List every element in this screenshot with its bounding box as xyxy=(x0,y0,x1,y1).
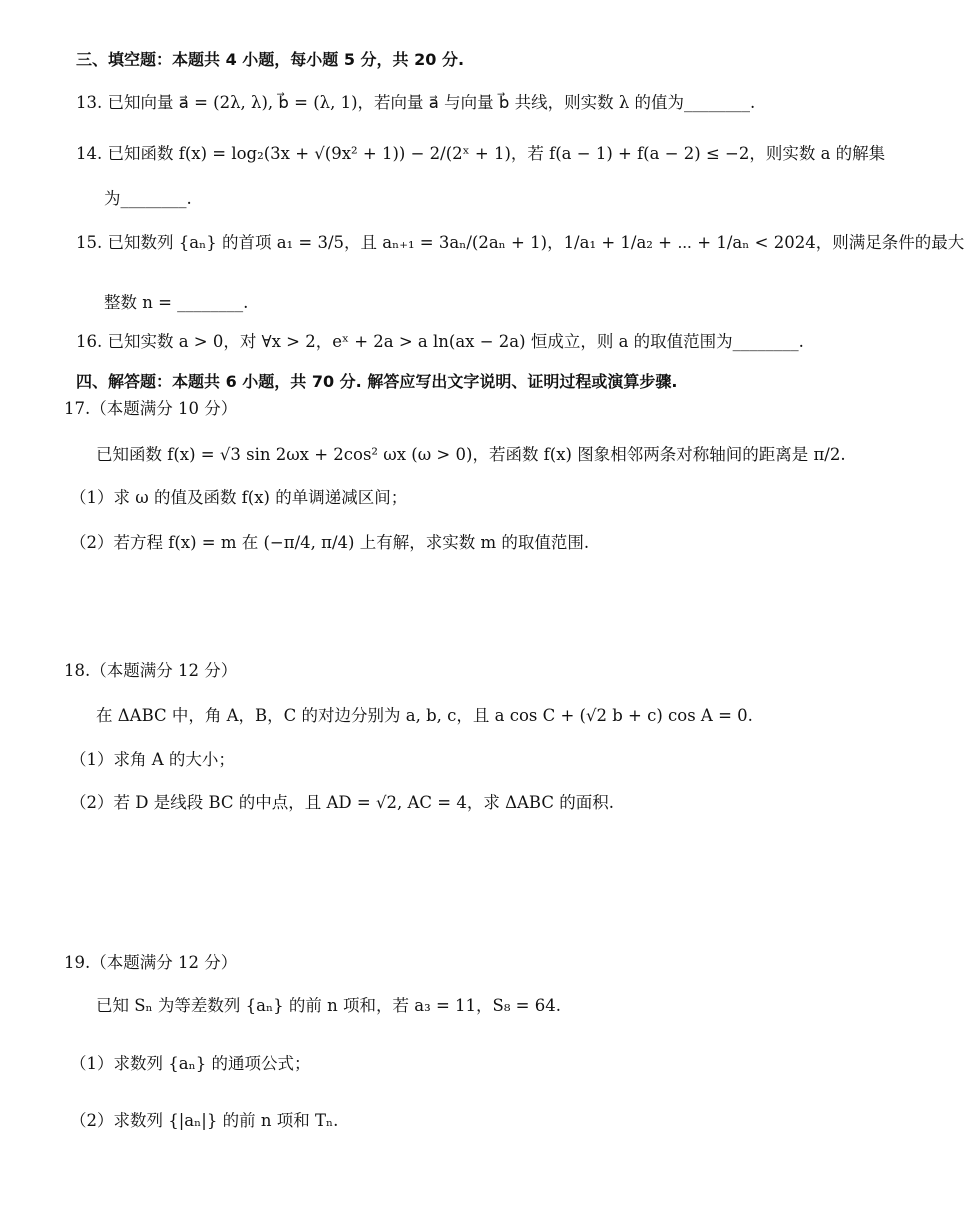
question-19-part2: （2）求数列 {|aₙ|} 的前 n 项和 Tₙ. xyxy=(70,1111,339,1130)
question-15-line2: 整数 n = ________. xyxy=(104,293,249,312)
question-14-line2: 为________. xyxy=(104,189,192,208)
question-16: 16. 已知实数 a > 0，对 ∀x > 2，eˣ + 2a > a ln(ax − 2a) 恒成立，则 a 的取值范围为________. xyxy=(76,332,804,351)
section3-heading: 三、填空题：本题共 4 小题，每小题 5 分，共 20 分. xyxy=(76,50,465,69)
question-14-line1: 14. 已知函数 f(x) = log₂(3x + √(9x² + 1)) − 2/(2ˣ + 1)，若 f(a − 1) + f(a − 2) ≤ −2，则实数 a 的解集 xyxy=(76,144,886,163)
question-18-stem: 在 ΔABC 中，角 A，B，C 的对边分别为 a, b, c，且 a cos C + (√2 b + c) cos A = 0. xyxy=(96,706,753,725)
question-17-part1: （1）求 ω 的值及函数 f(x) 的单调递减区间； xyxy=(70,488,408,507)
question-17-part2: （2）若方程 f(x) = m 在 (−π/4, π/4) 上有解，求实数 m 的取值范围. xyxy=(70,533,590,552)
question-15-line1: 15. 已知数列 {aₙ} 的首项 a₁ = 3/5，且 aₙ₊₁ = 3aₙ/(2aₙ + 1)，1/a₁ + 1/a₂ + ⋯ + 1/aₙ < 2024，则满足条件的最大 xyxy=(76,233,964,252)
question-19-title: 19.（本题满分 12 分） xyxy=(64,953,238,972)
question-17-stem: 已知函数 f(x) = √3 sin 2ωx + 2cos² ωx (ω > 0)，若函数 f(x) 图象相邻两条对称轴间的距离是 π/2. xyxy=(96,445,846,464)
question-19-stem: 已知 Sₙ 为等差数列 {aₙ} 的前 n 项和，若 a₃ = 11，S₈ = 64. xyxy=(96,996,561,1015)
question-18-part2: （2）若 D 是线段 BC 的中点，且 AD = √2, AC = 4，求 ΔABC 的面积. xyxy=(70,793,614,812)
question-19-part1: （1）求数列 {aₙ} 的通项公式； xyxy=(70,1054,311,1073)
question-18-part1: （1）求角 A 的大小； xyxy=(70,750,235,769)
question-13: 13. 已知向量 a⃗ = (2λ, λ), b⃗ = (λ, 1)，若向量 a⃗ 与向量 b⃗ 共线，则实数 λ 的值为________. xyxy=(76,93,756,112)
section4-heading: 四、解答题：本题共 6 小题，共 70 分. 解答应写出文字说明、证明过程或演算步骤. xyxy=(76,372,678,391)
question-17-title: 17.（本题满分 10 分） xyxy=(64,399,238,418)
question-18-title: 18.（本题满分 12 分） xyxy=(64,661,238,680)
